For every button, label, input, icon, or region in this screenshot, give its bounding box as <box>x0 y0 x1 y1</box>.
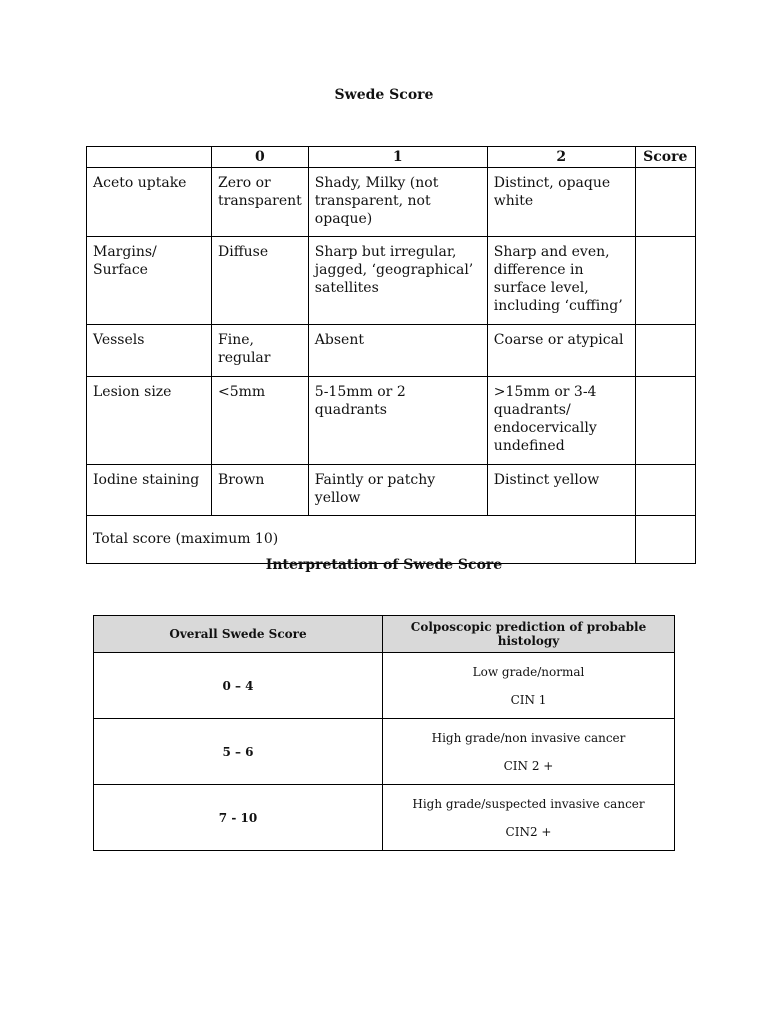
score-1-cell: Sharp but irregular, jagged, ‘geographical’ satellites <box>308 237 487 325</box>
prediction-cell <box>383 719 675 785</box>
table-row <box>87 465 696 516</box>
score-value-cell <box>635 465 695 516</box>
score-0-cell: Diffuse <box>212 237 309 325</box>
score-range-cell: 0 – 4 <box>94 653 383 719</box>
swede-score-table <box>86 146 696 564</box>
prediction-text: Low grade/normal <box>472 664 585 679</box>
score-0-cell: Fine, regular <box>212 325 309 377</box>
prediction-text: High grade/suspected invasive cancer <box>412 796 645 811</box>
score-2-cell: Coarse or atypical <box>487 325 635 377</box>
score-range-cell: 7 - 10 <box>94 785 383 851</box>
table-row <box>94 719 675 785</box>
criterion-cell: Margins/ Surface <box>87 237 212 325</box>
header-cell-0: 0 <box>212 147 309 168</box>
header-cell-criterion <box>87 147 212 168</box>
score-2-cell: Distinct, opaque white <box>487 168 635 237</box>
score-value-cell <box>635 237 695 325</box>
histology-text: CIN 2 + <box>503 758 554 773</box>
header-cell-overall-score: Overall Swede Score <box>94 616 383 653</box>
criterion-cell: Lesion size <box>87 377 212 465</box>
score-2-cell: Sharp and even, difference in surface level, including ‘cuffing’ <box>487 237 635 325</box>
score-0-cell: Zero or transparent <box>212 168 309 237</box>
score-0-cell: Brown <box>212 465 309 516</box>
header-cell-1: 1 <box>308 147 487 168</box>
table-header-row <box>94 616 675 653</box>
histology-text: CIN 1 <box>510 692 547 707</box>
header-cell-prediction: Colposcopic prediction of probable histology <box>383 616 675 653</box>
table-row <box>94 785 675 851</box>
score-range-cell: 5 – 6 <box>94 719 383 785</box>
histology-text: CIN2 + <box>505 824 552 839</box>
score-2-cell: Distinct yellow <box>487 465 635 516</box>
prediction-cell <box>383 785 675 851</box>
interpretation-title: Interpretation of Swede Score <box>265 557 503 573</box>
criterion-cell: Iodine staining <box>87 465 212 516</box>
table-row <box>87 168 696 237</box>
score-value-cell <box>635 325 695 377</box>
criterion-cell: Aceto uptake <box>87 168 212 237</box>
score-1-cell: Absent <box>308 325 487 377</box>
table-header-row <box>87 147 696 168</box>
table-row <box>94 653 675 719</box>
score-0-cell: <5mm <box>212 377 309 465</box>
score-1-cell: 5-15mm or 2 quadrants <box>308 377 487 465</box>
prediction-cell <box>383 653 675 719</box>
prediction-text: High grade/non invasive cancer <box>431 730 626 745</box>
header-cell-2: 2 <box>487 147 635 168</box>
interpretation-table <box>93 615 675 851</box>
score-1-cell: Shady, Milky (not transparent, not opaque) <box>308 168 487 237</box>
total-score-label: Total score (maximum 10) <box>87 516 636 564</box>
table-row <box>87 237 696 325</box>
criterion-cell: Vessels <box>87 325 212 377</box>
score-value-cell <box>635 168 695 237</box>
score-2-cell: >15mm or 3-4 quadrants/ endocervically undefined <box>487 377 635 465</box>
score-value-cell <box>635 377 695 465</box>
table-row <box>87 325 696 377</box>
page-title: Swede Score <box>334 87 434 103</box>
header-cell-score: Score <box>635 147 695 168</box>
table-row <box>87 377 696 465</box>
score-1-cell: Faintly or patchy yellow <box>308 465 487 516</box>
